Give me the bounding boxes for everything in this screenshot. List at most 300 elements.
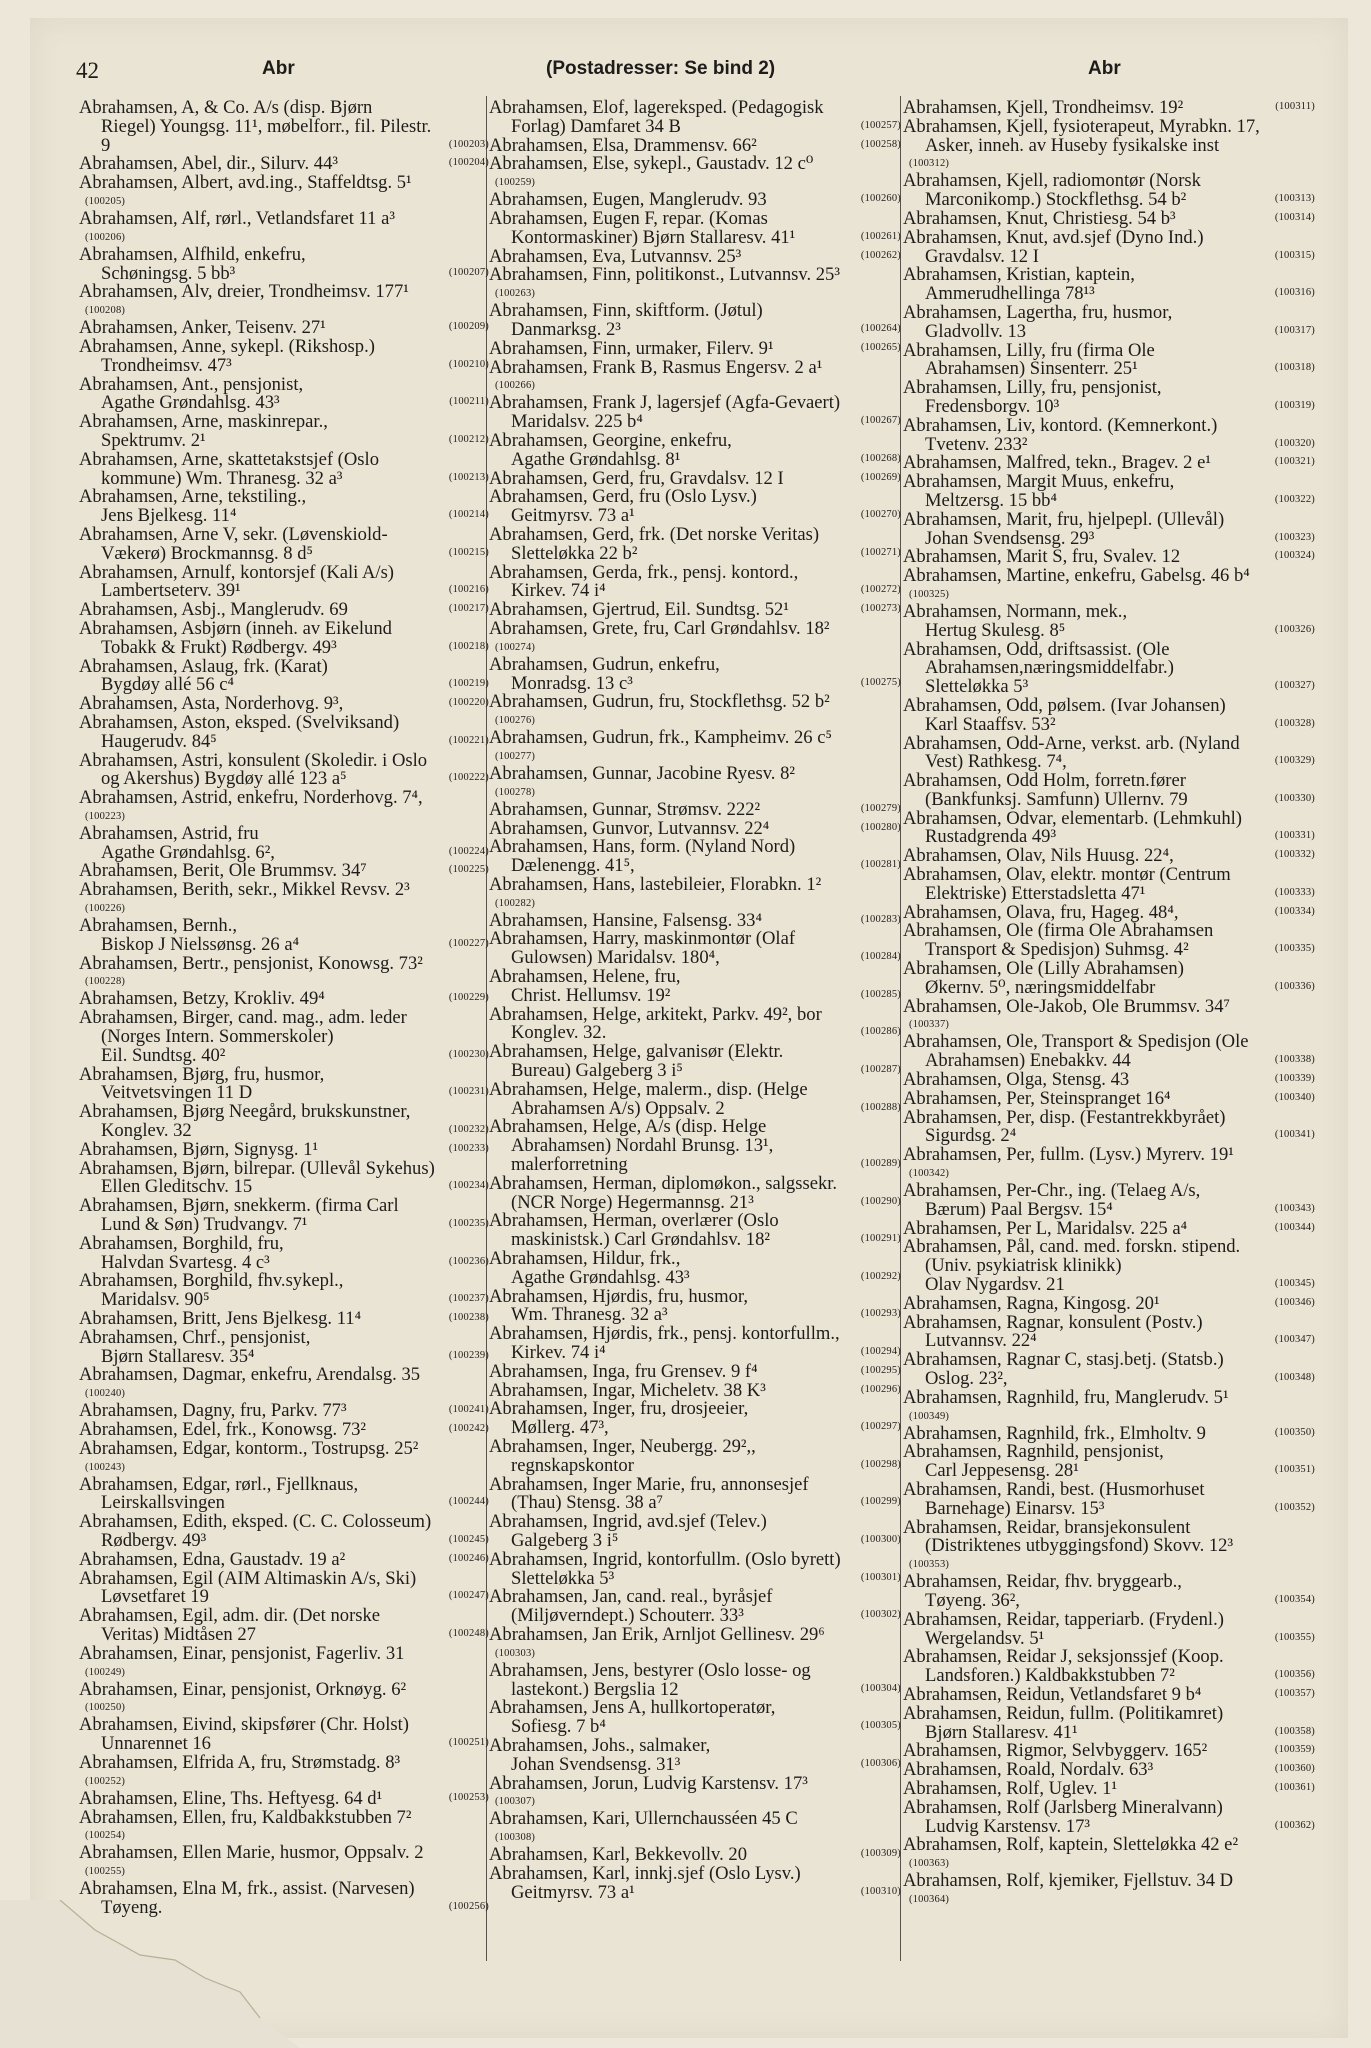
entry-number: (100269) xyxy=(860,471,901,483)
entry-name-line: Abrahamsen, Hansine, Falsensg. 33⁴ xyxy=(489,911,762,931)
entry-number: (100288) xyxy=(860,1101,901,1113)
directory-entry xyxy=(489,432,901,470)
directory-entry xyxy=(489,470,901,489)
entry-number: (100252) xyxy=(85,1775,126,1787)
entry-number: (100227) xyxy=(448,937,489,949)
entry-name-line: Abrahamsen, Knut, avd.sjef (Dyno Ind.) xyxy=(903,228,1204,248)
entry-number: (100324) xyxy=(1274,550,1315,562)
entry-name-line: Abrahamsen, Gunvor, Lutvannsv. 22⁴ xyxy=(489,819,770,839)
entry-name-line: Abrahamsen, Helge, A/s (disp. Helge xyxy=(489,1118,767,1138)
directory-entry xyxy=(79,825,489,863)
directory-entry xyxy=(903,772,1315,810)
entry-address-line: Abrahamsen,næringsmiddelfabr.) xyxy=(925,659,1174,679)
entry-name-line: Abrahamsen, Inger, fru, drosjeeier, xyxy=(489,1400,749,1420)
directory-entry xyxy=(79,1103,489,1141)
entry-number: (100266) xyxy=(495,380,536,392)
directory-entry xyxy=(79,1197,489,1235)
entry-number: (100250) xyxy=(85,1702,126,1714)
entry-number: (100302) xyxy=(860,1609,901,1621)
entry-number: (100285) xyxy=(860,988,901,1000)
entry-number: (100290) xyxy=(860,1195,901,1207)
entry-address-line: Geitmyrsv. 73 a¹ xyxy=(511,507,635,526)
directory-entry xyxy=(79,601,489,620)
entry-number: (100258) xyxy=(860,138,901,150)
entry-address-line: Agathe Grøndahlsg. 43³ xyxy=(101,394,280,414)
entry-name-line: Abrahamsen, Ole (Lilly Abrahamsen) xyxy=(903,960,1184,979)
entry-address-line: Unnarennet 16 xyxy=(101,1735,211,1754)
entry-address-line: Hertug Skulesg. 8⁵ xyxy=(925,621,1066,641)
entry-name-line: Abrahamsen, Gjertrud, Eil. Sundtsg. 52¹ xyxy=(489,601,789,620)
entry-number: (100270) xyxy=(860,509,901,521)
directory-entry xyxy=(903,1611,1315,1649)
entry-number: (100319) xyxy=(1274,399,1315,411)
directory-entry xyxy=(489,340,901,359)
entry-number: (100267) xyxy=(860,415,901,427)
entry-name-line: Abrahamsen, Aslaug, frk. (Karat) xyxy=(79,657,328,677)
directory-entry xyxy=(79,1141,489,1160)
entry-address-line: Trondheimsv. 47³ xyxy=(101,356,232,376)
entry-name-line: Abrahamsen, Jorun, Ludvig Karstensv. 17³ xyxy=(489,1774,808,1794)
entry-number: (100328) xyxy=(1274,717,1315,729)
entry-name-line: Abrahamsen, Chrf., pensjonist, xyxy=(79,1328,311,1348)
directory-entry xyxy=(489,1551,901,1589)
entry-name-line: Abrahamsen, Bjørn, snekkerm. (firma Carl xyxy=(79,1197,399,1217)
header-left-index: Abr xyxy=(262,58,295,79)
entry-number: (100286) xyxy=(860,1026,901,1038)
entry-address-line: Tvetenv. 233² xyxy=(925,435,1028,455)
entry-name-line: Abrahamsen, Arne, maskinrepar., xyxy=(79,413,328,432)
entry-number: (100353) xyxy=(909,1559,950,1571)
entry-number: (100336) xyxy=(1274,980,1315,992)
directory-entry xyxy=(489,1212,901,1250)
entry-name-line: Abrahamsen, Ellen, fru, Kaldbakkstubben 7² xyxy=(79,1808,412,1828)
directory-entry xyxy=(903,1836,1315,1872)
entry-address-line: Marconikomp.) Stockflethsg. 54 b² xyxy=(925,191,1187,210)
entry-address-line: Asker, inneh. av Huseby fysikalske inst xyxy=(925,136,1220,156)
directory-entry xyxy=(489,729,901,765)
entry-address-line: Bjørn Stallaresv. 35⁴ xyxy=(101,1347,255,1367)
entry-address-line: Bureau) Galgeberg 3 i⁵ xyxy=(511,1062,683,1081)
directory-entry xyxy=(489,1006,901,1044)
directory-entry xyxy=(79,1476,489,1514)
entry-name-line: Abrahamsen, Finn, politikonst., Lutvannsv. 25³ xyxy=(489,266,840,286)
directory-entry xyxy=(489,1175,901,1213)
entry-number: (100245) xyxy=(448,1533,489,1545)
entry-number: (100301) xyxy=(860,1571,901,1583)
entry-name-line: Abrahamsen, Frank J, lagersjef (Agfa-Gevaert) xyxy=(489,394,841,414)
directory-entry xyxy=(79,1551,489,1570)
entry-name-line: Abrahamsen, Finn, urmaker, Filerv. 9¹ xyxy=(489,339,774,359)
entry-name-line: Abrahamsen, Roald, Nordalv. 63³ xyxy=(903,1761,1154,1780)
entry-number: (100259) xyxy=(495,177,536,189)
entry-address-line: Danmarksg. 2³ xyxy=(511,320,621,340)
header-right-index: Abr xyxy=(1088,58,1121,79)
entry-address-line: Sletteløkka 5³ xyxy=(925,678,1029,697)
entry-address-line: Johan Svendsensg. 31³ xyxy=(511,1755,681,1775)
entry-address-line: Schøningsg. 5 bb³ xyxy=(101,264,236,284)
directory-entry xyxy=(489,248,901,267)
entry-address-line: Karl Staaffsv. 53² xyxy=(925,715,1056,735)
directory-entry xyxy=(489,1250,901,1288)
entry-number: (100242) xyxy=(448,1423,489,1434)
directory-entry xyxy=(903,1443,1315,1481)
entry-name-line: Abrahamsen, Elfrida A, fru, Strømstadg. 8³ xyxy=(79,1753,401,1773)
directory-entry xyxy=(489,968,901,1006)
entry-name-line: Abrahamsen, Ole-Jakob, Ole Brummsv. 34⁷ xyxy=(903,997,1230,1017)
entry-name-line: Abrahamsen, Bernh., xyxy=(79,917,238,936)
directory-entry xyxy=(903,473,1315,511)
entry-name-line: Abrahamsen, Edgar, kontorm., Tostrupsg. 25² xyxy=(79,1439,419,1459)
directory-entry xyxy=(79,1681,489,1717)
directory-entry xyxy=(79,1310,489,1329)
entry-number: (100205) xyxy=(85,195,126,207)
entry-name-line: Abrahamsen, Odd, driftsassist. (Ole xyxy=(903,640,1170,660)
entry-number: (100265) xyxy=(860,341,901,353)
directory-entry xyxy=(903,417,1315,455)
entry-address-line: Konglev. 32 xyxy=(101,1122,192,1141)
entry-name-line: Abrahamsen, Kari, Ullernchausséen 45 C xyxy=(489,1810,798,1830)
entry-name-line: Abrahamsen, Knut, Christiesg. 54 b³ xyxy=(903,209,1176,229)
entry-address-line: Eil. Sundtsg. 40² xyxy=(101,1046,226,1066)
entry-address-line: (Thau) Stensg. 38 a⁷ xyxy=(511,1494,664,1514)
entry-number: (100268) xyxy=(860,452,901,464)
entry-number: (100342) xyxy=(909,1168,950,1180)
directory-entry xyxy=(903,1705,1315,1743)
entry-name-line: Abrahamsen, Pål, cand. med. forskn. stipend. xyxy=(903,1238,1241,1258)
entry-number: (100206) xyxy=(85,231,126,243)
entry-name-line: Abrahamsen, Marit, fru, hjelpepl. (Ullevål) xyxy=(903,510,1225,530)
entry-name-line: Abrahamsen, Einar, pensjonist, Fagerliv. 31 xyxy=(79,1644,405,1664)
entry-number: (100287) xyxy=(860,1064,901,1076)
entry-address-line: 9 xyxy=(101,136,111,156)
entry-name-line: Abrahamsen, Inga, fru Grensev. 9 f⁴ xyxy=(489,1362,758,1382)
entry-address-line: Gulowsen) Maridalsv. 180⁴, xyxy=(511,949,720,969)
entry-number: (100289) xyxy=(860,1158,901,1170)
directory-entry xyxy=(79,752,489,790)
entry-number: (100295) xyxy=(860,1364,901,1376)
directory-entry xyxy=(903,548,1315,567)
entry-number: (100254) xyxy=(85,1830,126,1842)
directory-entry xyxy=(489,488,901,526)
entry-name-line: Abrahamsen, Britt, Jens Bjelkesg. 11⁴ xyxy=(79,1310,362,1329)
directory-entry xyxy=(489,1846,901,1865)
entry-address-line: Sofiesg. 7 b⁴ xyxy=(511,1718,606,1737)
entry-name-line: Abrahamsen, Lagertha, fru, husmor, xyxy=(903,303,1173,323)
entry-name-line: Abrahamsen, Inger Marie, fru, annonsesjef xyxy=(489,1475,809,1495)
entry-number: (100279) xyxy=(860,802,901,814)
entry-name-line: Abrahamsen, Dagny, fru, Parkv. 77³ xyxy=(79,1402,347,1421)
entry-number: (100305) xyxy=(860,1720,901,1732)
entry-number: (100276) xyxy=(495,715,536,727)
entry-number: (100347) xyxy=(1274,1334,1315,1346)
entry-address-line: Bjørn Stallaresv. 41¹ xyxy=(925,1723,1078,1743)
entry-name-line: Abrahamsen, Gunnar, Strømsv. 222² xyxy=(489,800,761,820)
directory-entry xyxy=(79,1402,489,1421)
entry-name-line: Abrahamsen, Bertr., pensjonist, Konowsg. 73² xyxy=(79,954,423,974)
entry-number: (100296) xyxy=(860,1383,901,1395)
entry-number: (100355) xyxy=(1274,1631,1315,1643)
entry-address-line: Forlag) Damfaret 34 B xyxy=(511,117,681,137)
page-header xyxy=(0,58,1371,88)
directory-entry xyxy=(489,1699,901,1737)
entry-number: (100217) xyxy=(448,603,489,615)
directory-entry xyxy=(79,376,489,414)
entry-address-line: Møllerg. 47³, xyxy=(511,1419,609,1438)
entry-name-line: Abrahamsen, Herman, diplomøkon., salgssekr. xyxy=(489,1174,838,1194)
entry-number: (100362) xyxy=(1274,1819,1315,1831)
entry-name-line: Abrahamsen, Gerd, fru (Oslo Lysv.) xyxy=(489,488,757,508)
entry-name-line: Abrahamsen, Karl, Bekkevollv. 20 xyxy=(489,1846,748,1865)
directory-entry xyxy=(489,656,901,694)
directory-entry xyxy=(903,454,1315,473)
entry-number: (100260) xyxy=(860,193,901,205)
entry-address-line: Monradsg. 13 c³ xyxy=(511,674,633,694)
entry-number: (100219) xyxy=(448,678,489,690)
entry-number: (100274) xyxy=(495,641,536,653)
entry-address-line: og Akershus) Bygdøy allé 123 a⁵ xyxy=(101,770,347,790)
entry-number: (100322) xyxy=(1274,493,1315,505)
entry-number: (100239) xyxy=(448,1349,489,1361)
entry-name-line: Abrahamsen, Margit Muus, enkefru, xyxy=(903,473,1175,492)
entry-name-line: Abrahamsen, Ragna, Kingosg. 20¹ xyxy=(903,1294,1160,1314)
entry-number: (100211) xyxy=(449,396,489,408)
directory-entry xyxy=(489,1288,901,1326)
entry-number: (100349) xyxy=(909,1410,950,1422)
entry-name-line: Abrahamsen, Karl, innkj.sjef (Oslo Lysv.) xyxy=(489,1864,801,1884)
entry-name-line: Abrahamsen, Elsa, Drammensv. 66² xyxy=(489,136,757,156)
entry-address-line: Veritas) Midtåsen 27 xyxy=(101,1625,256,1645)
directory-entry xyxy=(903,1742,1315,1761)
entry-name-line: Abrahamsen, Rolf (Jarlsberg Mineralvann) xyxy=(903,1798,1223,1818)
entry-name-line: Abrahamsen, Alfhild, enkefru, xyxy=(79,245,306,265)
entry-name-line: Abrahamsen, Malfred, tekn., Bragev. 2 e¹ xyxy=(903,454,1211,474)
entry-address-line: Leirskallsvingen xyxy=(101,1494,225,1514)
directory-entry xyxy=(79,1645,489,1681)
entry-name-line: Abrahamsen, Berit, Ole Brummsv. 34⁷ xyxy=(79,862,367,882)
entry-number: (100222) xyxy=(448,772,489,784)
directory-entry xyxy=(903,229,1315,267)
entry-number: (100232) xyxy=(448,1124,489,1136)
entry-name-line: Abrahamsen, Olava, fru, Hageg. 48⁴, xyxy=(903,903,1179,923)
directory-entry xyxy=(489,1775,901,1811)
entry-number: (100335) xyxy=(1274,943,1315,955)
entry-address-line: Tøyeng. xyxy=(101,1898,163,1918)
entry-address-line: Wm. Thranesg. 32 a³ xyxy=(511,1306,668,1326)
entry-number: (100284) xyxy=(860,951,901,963)
entry-name-line: Abrahamsen, Gerd, fru, Gravdalsv. 12 I xyxy=(489,469,784,489)
entry-name-line: Abrahamsen, Ragnar, konsulent (Postv.) xyxy=(903,1313,1203,1333)
directory-entry xyxy=(79,714,489,752)
entry-number: (100241) xyxy=(448,1404,489,1416)
directory-entry xyxy=(79,658,489,696)
directory-entry xyxy=(903,99,1315,118)
entry-number: (100264) xyxy=(860,322,901,334)
directory-entry xyxy=(489,137,901,156)
entry-number: (100228) xyxy=(85,976,126,988)
entry-name-line: Abrahamsen, Berith, sekr., Mikkel Revsv. 2³ xyxy=(79,881,410,901)
directory-entry xyxy=(903,1519,1315,1574)
directory-entry xyxy=(489,620,901,656)
directory-entry xyxy=(79,319,489,338)
directory-entry xyxy=(489,210,901,248)
entry-address-line: Lambertseterv. 39¹ xyxy=(101,582,241,602)
entry-number: (100278) xyxy=(495,786,536,798)
entry-address-line: Transport & Spedisjon) Suhmsg. 4² xyxy=(925,941,1189,961)
entry-number: (100277) xyxy=(495,750,536,762)
directory-entry xyxy=(903,1799,1315,1837)
entry-address-line: Løvsetfaret 19 xyxy=(101,1588,209,1608)
directory-entry xyxy=(903,922,1315,960)
entry-number: (100333) xyxy=(1274,886,1315,898)
entry-address-line: Gravdalsv. 12 I xyxy=(925,247,1039,267)
directory-entry xyxy=(903,1351,1315,1389)
entry-address-line: Oslog. 23², xyxy=(925,1370,1008,1389)
entry-name-line: Abrahamsen, Edgar, rørl., Fjellknaus, xyxy=(79,1475,359,1495)
entry-address-line: Galgeberg 3 i⁵ xyxy=(511,1531,619,1551)
entry-number: (100237) xyxy=(448,1293,489,1305)
entry-name-line: Abrahamsen, Ragnhild, fru, Manglerudv. 5¹ xyxy=(903,1388,1229,1408)
directory-entry xyxy=(489,930,901,968)
directory-entry xyxy=(489,1810,901,1846)
directory-entry xyxy=(489,526,901,564)
entry-address-line: Abrahamsen A/s) Oppsalv. 2 xyxy=(511,1099,725,1119)
entry-number: (100361) xyxy=(1274,1781,1315,1793)
directory-entry xyxy=(903,1425,1315,1444)
entry-number: (100214) xyxy=(448,509,489,521)
entry-number: (100218) xyxy=(448,640,489,652)
entry-number: (100292) xyxy=(860,1270,901,1282)
entry-number: (100306) xyxy=(860,1757,901,1769)
entry-address-line: malerforretning xyxy=(511,1156,628,1175)
entry-name-line: Abrahamsen, Olav, elektr. montør (Centrum xyxy=(903,866,1231,885)
directory-entry xyxy=(489,693,901,729)
directory-entry xyxy=(489,1662,901,1700)
entry-number: (100317) xyxy=(1274,324,1315,336)
directory-entry xyxy=(79,1329,489,1367)
directory-entry xyxy=(903,379,1315,417)
entry-name-line: Abrahamsen, Ragnhild, frk., Elmholtv. 9 xyxy=(903,1424,1206,1444)
entry-number: (100300) xyxy=(860,1533,901,1545)
directory-entry xyxy=(489,801,901,820)
directory-column-1 xyxy=(79,99,489,1918)
entry-number: (100332) xyxy=(1274,849,1315,861)
entry-number: (100341) xyxy=(1274,1129,1315,1141)
entry-name-line: Abrahamsen, Lilly, fru (firma Ole xyxy=(903,341,1155,361)
directory-entry xyxy=(79,283,489,319)
directory-column-2 xyxy=(489,99,901,1903)
entry-number: (100261) xyxy=(860,230,901,242)
entry-name-line: Abrahamsen, Hjørdis, frk., pensj. kontorfullm., xyxy=(489,1325,840,1345)
entry-number: (100343) xyxy=(1274,1202,1315,1214)
entry-address-line: Sletteløkka 5³ xyxy=(511,1569,615,1589)
directory-entry xyxy=(79,695,489,714)
entry-name-line: Abrahamsen, Odd-Arne, verkst. arb. (Nyland xyxy=(903,734,1240,754)
entry-number: (100208) xyxy=(85,305,126,317)
entry-number: (100233) xyxy=(448,1142,489,1154)
entry-name-line: Abrahamsen, Borghild, fhv.sykepl., xyxy=(79,1272,344,1292)
entry-address-line: Jens Bjelkesg. 11⁴ xyxy=(101,507,237,526)
entry-name-line: Abrahamsen, Helge, galvanisør (Elektr. xyxy=(489,1043,784,1063)
entry-number: (100318) xyxy=(1274,362,1315,374)
directory-entry xyxy=(489,394,901,432)
entry-name-line: Abrahamsen, Edel, frk., Konowsg. 73² xyxy=(79,1421,367,1440)
entry-number: (100248) xyxy=(448,1627,489,1639)
directory-entry xyxy=(903,1872,1315,1908)
entry-address-line: Gladvollv. 13 xyxy=(925,322,1027,342)
directory-entry xyxy=(489,191,901,210)
directory-entry xyxy=(489,820,901,839)
entry-address-line: Abrahamsen) Nordahl Brunsg. 13¹, xyxy=(511,1137,774,1157)
entry-number: (100283) xyxy=(860,913,901,925)
entry-name-line: Abrahamsen, Asbjørn (inneh. av Eikelund xyxy=(79,619,392,639)
entry-number: (100223) xyxy=(85,810,126,822)
entry-address-line: lastekont.) Bergslia 12 xyxy=(511,1680,679,1700)
entry-number: (100314) xyxy=(1274,211,1315,223)
directory-entry xyxy=(79,564,489,602)
entry-number: (100215) xyxy=(448,546,489,558)
entry-number: (100224) xyxy=(448,845,489,857)
entry-name-line: Abrahamsen, Arne V, sekr. (Løvenskiold- xyxy=(79,525,388,545)
entry-name-line: Abrahamsen, Reidar, bransjekonsulent xyxy=(903,1518,1191,1538)
directory-entry xyxy=(79,174,489,210)
entry-number: (100326) xyxy=(1274,623,1315,635)
directory-entry xyxy=(903,1314,1315,1352)
entry-address-line: kommune) Wm. Thranesg. 32 a³ xyxy=(101,469,343,489)
entry-address-line: Agathe Grøndahlsg. 43³ xyxy=(511,1268,690,1288)
directory-entry xyxy=(489,1363,901,1382)
directory-entry xyxy=(79,881,489,917)
torn-corner xyxy=(0,1900,300,2048)
entry-number: (100213) xyxy=(448,471,489,483)
entry-number: (100230) xyxy=(448,1048,489,1060)
directory-entry xyxy=(79,917,489,955)
directory-entry xyxy=(903,266,1315,304)
entry-name-line: Abrahamsen, Else, sykepl., Gaustadv. 12 c⁰ xyxy=(489,155,814,175)
entry-name-line: Abrahamsen, Borghild, fru, xyxy=(79,1234,284,1254)
entry-number: (100337) xyxy=(909,1019,950,1031)
entry-number: (100212) xyxy=(448,433,489,445)
entry-address-line: regnskapskontor xyxy=(511,1456,634,1476)
directory-entry xyxy=(903,810,1315,848)
entry-name-line: Abrahamsen, Asta, Norderhovg. 9³, xyxy=(79,695,344,714)
directory-entry xyxy=(903,960,1315,998)
directory-column-3 xyxy=(903,99,1315,1908)
entry-number: (100358) xyxy=(1274,1725,1315,1737)
directory-entry xyxy=(903,603,1315,641)
header-center-note: (Postadresser: Se bind 2) xyxy=(546,58,776,79)
entry-name-line: Abrahamsen, Grete, fru, Carl Grøndahlsv. 18² xyxy=(489,619,830,639)
entry-name-line: Abrahamsen, Kjell, Trondheimsv. 19² xyxy=(903,99,1184,118)
directory-entry xyxy=(79,488,489,526)
entry-name-line: Abrahamsen, Liv, kontord. (Kemnerkont.) xyxy=(903,416,1218,436)
directory-entry xyxy=(79,862,489,881)
directory-entry xyxy=(79,1421,489,1440)
directory-entry xyxy=(489,1438,901,1476)
directory-entry xyxy=(489,1476,901,1514)
entry-number: (100331) xyxy=(1274,830,1315,842)
directory-entry xyxy=(903,1182,1315,1220)
entry-number: (100298) xyxy=(860,1458,901,1470)
entry-name-line: Abrahamsen, Hildur, frk., xyxy=(489,1250,681,1269)
entry-address-line: Ellen Gleditschv. 15 xyxy=(101,1178,253,1198)
directory-entry xyxy=(79,1366,489,1402)
entry-number: (100310) xyxy=(860,1885,901,1897)
entry-address-line: (NCR Norge) Hegermannsg. 21³ xyxy=(511,1193,754,1213)
directory-entry xyxy=(903,697,1315,735)
entry-name-line: Abrahamsen, Gudrun, frk., Kampheimv. 26 c⁵ xyxy=(489,729,832,748)
entry-number: (100346) xyxy=(1274,1296,1315,1308)
directory-entry xyxy=(79,990,489,1009)
